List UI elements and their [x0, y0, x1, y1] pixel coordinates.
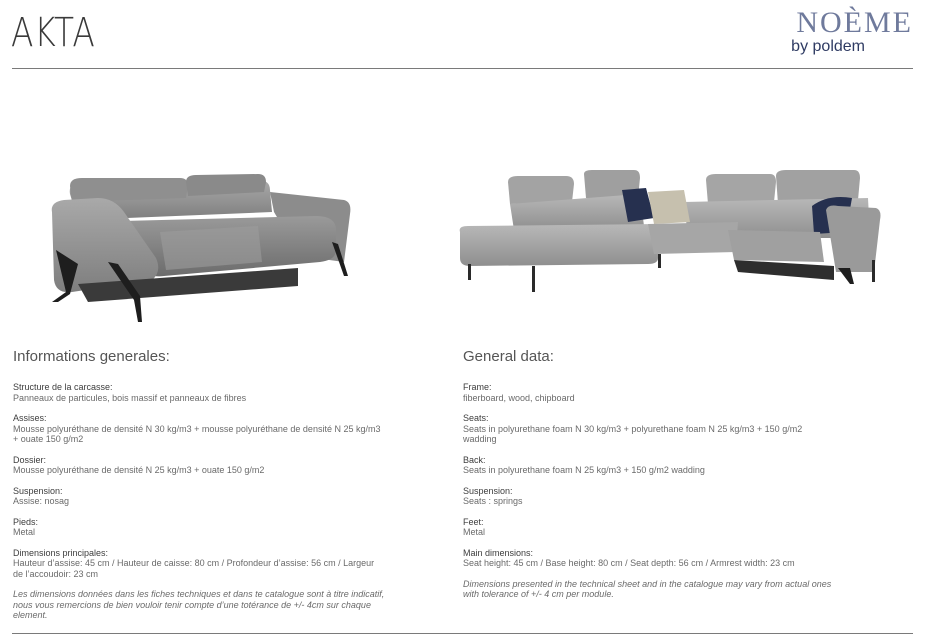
field-value: Metal	[463, 527, 486, 537]
field-value: Assise: nosag	[13, 496, 70, 506]
field-label: Main dimensions:	[463, 547, 534, 558]
disclaimer-note: Les dimensions données dans les fiches techniques et dans te catalogue sont à titre indicatif, nous vous remercions de bien vouloir tenir compte d’une totérance de +/- 4cm sur chaque element.	[13, 589, 385, 620]
field-main-dimensions	[463, 548, 903, 569]
field-label: Seats:	[463, 413, 489, 423]
french-specs	[13, 348, 433, 621]
field-value: Seats in polyurethane foam N 25 kg/m3 + 150 g/m2 wadding	[463, 465, 705, 475]
field-label: Dimensions principales:	[13, 547, 109, 558]
field-value: Seat height: 45 cm / Base height: 80 cm / Seat depth: 56 cm / Armrest width: 23 cm	[463, 558, 795, 568]
corner-sofa-image	[458, 168, 886, 296]
brand-name: NOÈME	[796, 6, 913, 39]
disclaimer-note-en: Dimensions presented in the technical sheet and in the catalogue may vary from actual ones with tolerance of +/- 4 cm per module.	[463, 578, 832, 599]
field-label: Frame:	[463, 382, 492, 392]
field-value: fiberboard, wood, chipboard	[463, 392, 575, 403]
brand-logo	[791, 8, 913, 56]
field-label: Pieds:	[13, 516, 39, 527]
field-value: Seats in polyurethane foam N 30 kg/m3 + polyurethane foam N 25 kg/m3 + 150 g/m2 wadding	[463, 423, 803, 444]
field-label: Dossier:	[13, 454, 47, 465]
field-dimensions	[13, 548, 433, 580]
english-specs	[463, 348, 903, 600]
field-value: Panneaux de particules, bois massif et panneaux de fibres	[13, 392, 247, 403]
field-value: Metal	[13, 527, 36, 537]
field-back	[463, 455, 903, 476]
field-frame	[463, 382, 903, 403]
sofa-image	[48, 172, 358, 324]
field-value: Mousse polyuréthane de densité N 30 kg/m3 + mousse polyuréthane de densité N 25 kg/m3 + ouate 150 g/m2	[13, 423, 381, 444]
field-pieds	[13, 517, 433, 538]
field-seats	[463, 413, 903, 445]
field-structure	[13, 382, 433, 403]
field-dossier	[13, 455, 433, 476]
field-feet	[463, 517, 903, 538]
field-value: Seats : springs	[463, 496, 523, 506]
field-label: Suspension:	[463, 485, 513, 496]
page-title: AKTA	[11, 10, 96, 56]
top-divider	[12, 68, 913, 69]
bottom-divider	[12, 633, 913, 634]
section-heading-fr: Informations generales:	[13, 348, 170, 365]
field-assises	[13, 413, 433, 445]
field-value: Mousse polyuréthane de densité N 25 kg/m3 + ouate 150 g/m2	[13, 465, 265, 475]
field-label: Assises:	[13, 413, 47, 423]
field-value: Hauteur d’assise: 45 cm / Hauteur de caisse: 80 cm / Profondeur d’assise: 56 cm / Largeur de l’accoudoir: 23 cm	[13, 558, 375, 579]
field-label: Structure de la carcasse:	[13, 382, 113, 392]
section-heading-en: General data:	[463, 348, 554, 365]
field-label: Back:	[463, 454, 486, 465]
field-label: Feet:	[463, 516, 484, 527]
field-label: Suspension:	[13, 485, 63, 496]
field-suspension-en	[463, 486, 903, 507]
field-suspension	[13, 486, 433, 507]
brand-subtitle: by poldem	[791, 38, 865, 55]
